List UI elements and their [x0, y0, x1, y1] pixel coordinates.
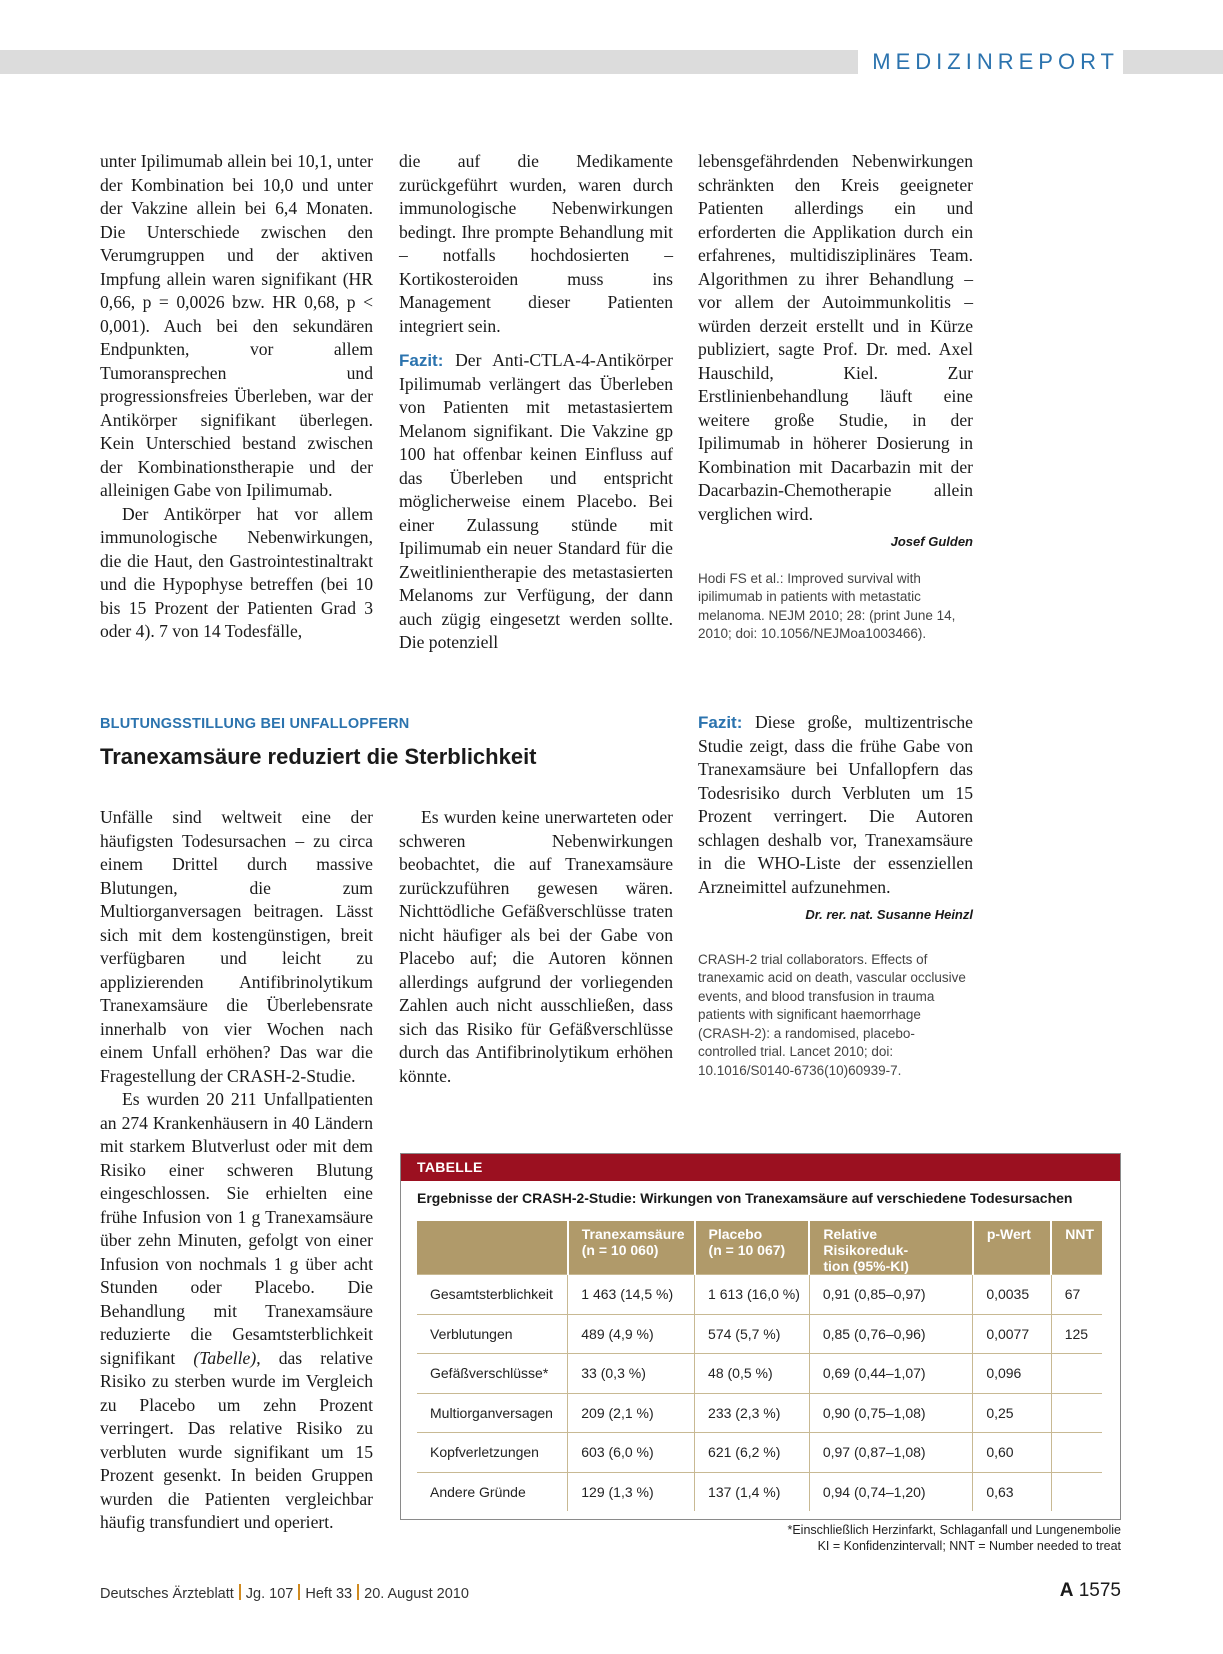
table-cell: 1 463 (14,5 %): [568, 1275, 695, 1315]
article2-column-2: [399, 806, 673, 1088]
table-cell: Verblutungen: [417, 1314, 568, 1354]
table-header-row: [417, 1221, 1102, 1275]
footnote-line: *Einschließlich Herzinfarkt, Schlaganfall und Lungenembolie: [787, 1523, 1121, 1537]
reference: CRASH-2 trial collaborators. Effects of tranexamic acid on death, vascular occlusive events, and blood transfusion in trauma patients with significant haemorrhage (CRASH-2): a randomised, placebo-controlled trial. Lancet 2010; doi: 10.1016/S0140-6736(10)60939-7.: [698, 951, 966, 1078]
separator: [357, 1584, 359, 1600]
table-footnote: [787, 1522, 1121, 1554]
table-cell: 129 (1,3 %): [568, 1472, 695, 1511]
table-cell: 33 (0,3 %): [568, 1354, 695, 1394]
separator: [298, 1584, 300, 1600]
table-row: [417, 1275, 1102, 1315]
paragraph: die auf die Medikamente zurückgeführt wurden, waren durch immunologische Nebenwirkungen bedingt. Ihre prompte Behandlung mit – notfalls hochdosierten – Kortikosteroiden muss ins Management dieser Patienten integriert sein.: [399, 151, 673, 336]
table-cell: Kopfverletzungen: [417, 1433, 568, 1473]
article2-column-1: [100, 806, 373, 1535]
table-cell: 233 (2,3 %): [695, 1393, 810, 1433]
table-row: [417, 1393, 1102, 1433]
table-label: TABELLE: [401, 1154, 1120, 1181]
table-body: [417, 1275, 1102, 1512]
table-cell: 489 (4,9 %): [568, 1314, 695, 1354]
table-header-cell: [1051, 1221, 1102, 1275]
fazit-paragraph: [698, 711, 973, 899]
table-cell: Gesamtsterblichkeit: [417, 1275, 568, 1315]
table-cell: 125: [1051, 1314, 1102, 1354]
table-row: [417, 1433, 1102, 1473]
page-prefix: A: [1059, 1580, 1074, 1601]
table-header-cell: [695, 1221, 810, 1275]
issue-date: 20. August 2010: [364, 1586, 469, 1602]
table-cell: [1051, 1393, 1102, 1433]
issue: Heft 33: [305, 1586, 353, 1602]
table-cell: 574 (5,7 %): [695, 1314, 810, 1354]
fazit-text: Diese große, multizentrische Studie zeigt, dass die frühe Gabe von Tranexamsäure bei Unfallopfern das Todesrisiko durch Verbluten um 15 Prozent verringert. Die Autoren schlagen deshalb vor, Tranexamsäure in die WHO-Liste der essenziellen Arzneimittel aufzunehmen.: [698, 712, 973, 897]
table-cell: [1051, 1433, 1102, 1473]
article-headline: Tranexamsäure reduziert die Sterblichkeit: [100, 744, 537, 769]
table-cell: 0,85 (0,76–0,96): [809, 1314, 972, 1354]
fazit-paragraph: [399, 349, 673, 655]
results-table-box: [400, 1153, 1121, 1520]
table-header-cell: [417, 1221, 568, 1275]
table-cell: 603 (6,0 %): [568, 1433, 695, 1473]
table-cell: [1051, 1472, 1102, 1511]
table-cell: 0,97 (0,87–1,08): [809, 1433, 972, 1473]
table-cell: 0,94 (0,74–1,20): [809, 1472, 972, 1511]
table-row: [417, 1314, 1102, 1354]
paragraph: Unfälle sind weltweit eine der häufigsten Todesursachen – zu circa einem Drittel durch massive Blutungen, die zum Multiorganversagen beitragen. Lässt sich mit dem kostengünstigen, breit verfügbaren und leicht zu applizierenden Antifibrinolytikum Tranexamsäure die Überlebensrate innerhalb von vier Wochen nach einem Unfall erhöhen? Das war die Fragestellung der CRASH-2-Studie.: [100, 807, 373, 1086]
table-cell: 0,90 (0,75–1,08): [809, 1393, 972, 1433]
table-row: [417, 1472, 1102, 1511]
footnote-line: KI = Konfidenzintervall; NNT = Number needed to treat: [817, 1539, 1121, 1553]
table-cell: 0,69 (0,44–1,07): [809, 1354, 972, 1394]
table-row: [417, 1354, 1102, 1394]
table-cell: 67: [1051, 1275, 1102, 1315]
article1-column-3: [698, 150, 973, 644]
table-cell: 0,25: [973, 1393, 1051, 1433]
volume: Jg. 107: [245, 1586, 294, 1602]
table-header-cell: [568, 1221, 695, 1275]
table-cell: 0,63: [973, 1472, 1051, 1511]
author: Josef Gulden: [890, 534, 973, 549]
article1-column-1: [100, 150, 373, 644]
paragraph: Der Antikörper hat vor allem immunologische Nebenwirkungen, die die Haut, den Gastrointestinaltrakt und die Hypophyse betreffen (bei 10 bis 15 Prozent der Patienten Grad 3 oder 4). 7 von 14 Todesfälle,: [100, 503, 373, 641]
table-reference: (Tabelle): [193, 1347, 257, 1368]
separator: [239, 1584, 241, 1600]
article-kicker: BLUTUNGSSTILLUNG BEI UNFALLOPFERN: [100, 716, 410, 732]
reference: Hodi FS et al.: Improved survival with ipilimumab in patients with metastatic melanoma. NEJM 2010; 28: (print June 14, 2010; doi: 10.1056/NEJMoa1003466).: [698, 570, 956, 641]
header-line: (n = 10 060): [581, 1242, 659, 1258]
table-caption: Ergebnisse der CRASH-2-Studie: Wirkungen von Tranexamsäure auf verschiedene Todesursachen: [417, 1190, 1073, 1206]
table-cell: 0,0035: [973, 1275, 1051, 1315]
table-header-cell: [973, 1221, 1051, 1275]
fazit-label: Fazit:: [698, 713, 743, 732]
header-line: NNT: [1065, 1226, 1094, 1242]
table-cell: 0,91 (0,85–0,97): [809, 1275, 972, 1315]
author: Dr. rer. nat. Susanne Heinzl: [805, 907, 973, 922]
article1-column-2: [399, 150, 673, 655]
header-line: Placebo: [708, 1226, 763, 1242]
paragraph: unter Ipilimumab allein bei 10,1, unter der Kombination bei 10,0 und unter der Vakzine allein bei 6,4 Monaten. Die Unterschiede zwischen den Verumgruppen und der aktiven Impfung allein waren signifikant (HR 0,66, p = 0,0026 bzw. HR 0,68, p < 0,001). Auch bei den sekundären Endpunkten, vor allem Tumoransprechen und progressionsfreies Überleben, war der Antikörper signifikant überlegen. Kein Unterschied bestand zwischen der Kombinationstherapie und der alleinigen Gabe von Ipilimumab.: [100, 151, 373, 500]
paragraph: lebensgefährdenden Nebenwirkungen schränkten den Kreis geeigneter Patienten allerdings ein und erforderten die Applikation durch ein erfahrenes, multidisziplinäres Team. Algorithmen zu ihrer Behandlung – vor allem der Autoimmunkolitis – würden derzeit erstellt und in Kürze publiziert, sagte Prof. Dr. med. Axel Hauschild, Kiel. Zur Erstlinienbehandlung läuft eine weitere große Studie, in der Ipilimumab in höherer Dosierung in Kombination mit Dacarbazin mit der Dacarbazin-Chemotherapie allein verglichen wird.: [698, 151, 973, 524]
page-number: [1060, 1580, 1121, 1602]
header-line: p-Wert: [986, 1226, 1031, 1242]
table-cell: 209 (2,1 %): [568, 1393, 695, 1433]
table-cell: Andere Gründe: [417, 1472, 568, 1511]
fazit-label: Fazit:: [399, 351, 444, 370]
table-cell: Multiorganversagen: [417, 1393, 568, 1433]
table-cell: 1 613 (16,0 %): [695, 1275, 810, 1315]
table-header-cell: [809, 1221, 972, 1275]
paragraph: [100, 1088, 373, 1535]
table-cell: [1051, 1354, 1102, 1394]
text-span: , das relative Risiko zu sterben wurde im Vergleich zu Placebo um zehn Prozent verringert. Das relative Risiko zu verbluten wurde signifikant um 15 Prozent gesenkt. In beiden Gruppen wurden die Patienten vergleichbar häufig transfundiert und operiert.: [100, 1347, 373, 1532]
section-label: MEDIZINREPORT: [858, 47, 1123, 77]
paragraph: Es wurden keine unerwarteten oder schweren Nebenwirkungen beobachtet, die auf Tranexamsäure zurückzuführen gewesen wären. Nichttödliche Gefäßverschlüsse traten nicht häufiger als bei der Gabe von Placebo auf; die Autoren können allerdings aufgrund der vorliegenden Zahlen auch nicht ausschließen, dass sich das Risiko für Gefäßverschlüsse durch das Antifibrinolytikum erhöhen könnte.: [399, 807, 673, 1086]
table-cell: 48 (0,5 %): [695, 1354, 810, 1394]
header-line: Tranexamsäure: [581, 1226, 685, 1242]
table-cell: Gefäßverschlüsse*: [417, 1354, 568, 1394]
page-number-value: 1575: [1078, 1580, 1121, 1601]
fazit-text: Der Anti-CTLA-4-Antikörper Ipilimumab verlängert das Überleben von Patienten mit metastasiertem Melanom signifikant. Die Vakzine gp 100 hat offenbar keinen Einfluss auf das Überleben und entspricht möglicherweise einem Placebo. Bei einer Zulassung stünde mit Ipilimumab ein neuer Standard für die Zweitlinientherapie des metastasierten Melanoms zur Verfügung, der dann auch zügig eingesetzt werden sollte. Die potenziell: [399, 350, 673, 652]
table-cell: 0,60: [973, 1433, 1051, 1473]
table-cell: 0,0077: [973, 1314, 1051, 1354]
article2-column-3: [698, 711, 973, 1080]
header-line: tion (95%-KI): [823, 1258, 909, 1274]
page-footer: [100, 1584, 469, 1602]
table-cell: 0,096: [973, 1354, 1051, 1394]
table-cell: 621 (6,2 %): [695, 1433, 810, 1473]
journal-name: Deutsches Ärzteblatt: [100, 1586, 234, 1602]
results-table: [417, 1221, 1102, 1511]
header-line: (n = 10 067): [708, 1242, 786, 1258]
table-cell: 137 (1,4 %): [695, 1472, 810, 1511]
text-span: Es wurden 20 211 Unfallpatienten an 274 Krankenhäusern in 40 Ländern mit starkem Blutverlust oder mit dem Risiko einer schweren Blutung eingeschlossen. Sie erhielten eine frühe Infusion von 1 g Tranexamsäure über zehn Minuten, gefolgt von einer Infusion von nochmals 1 g über acht Stunden oder Placebo. Die Behandlung mit Tranexamsäure reduzierte die Gesamtsterblichkeit signifikant: [100, 1089, 373, 1368]
header-line: Relative Risikoreduk-: [823, 1226, 909, 1258]
